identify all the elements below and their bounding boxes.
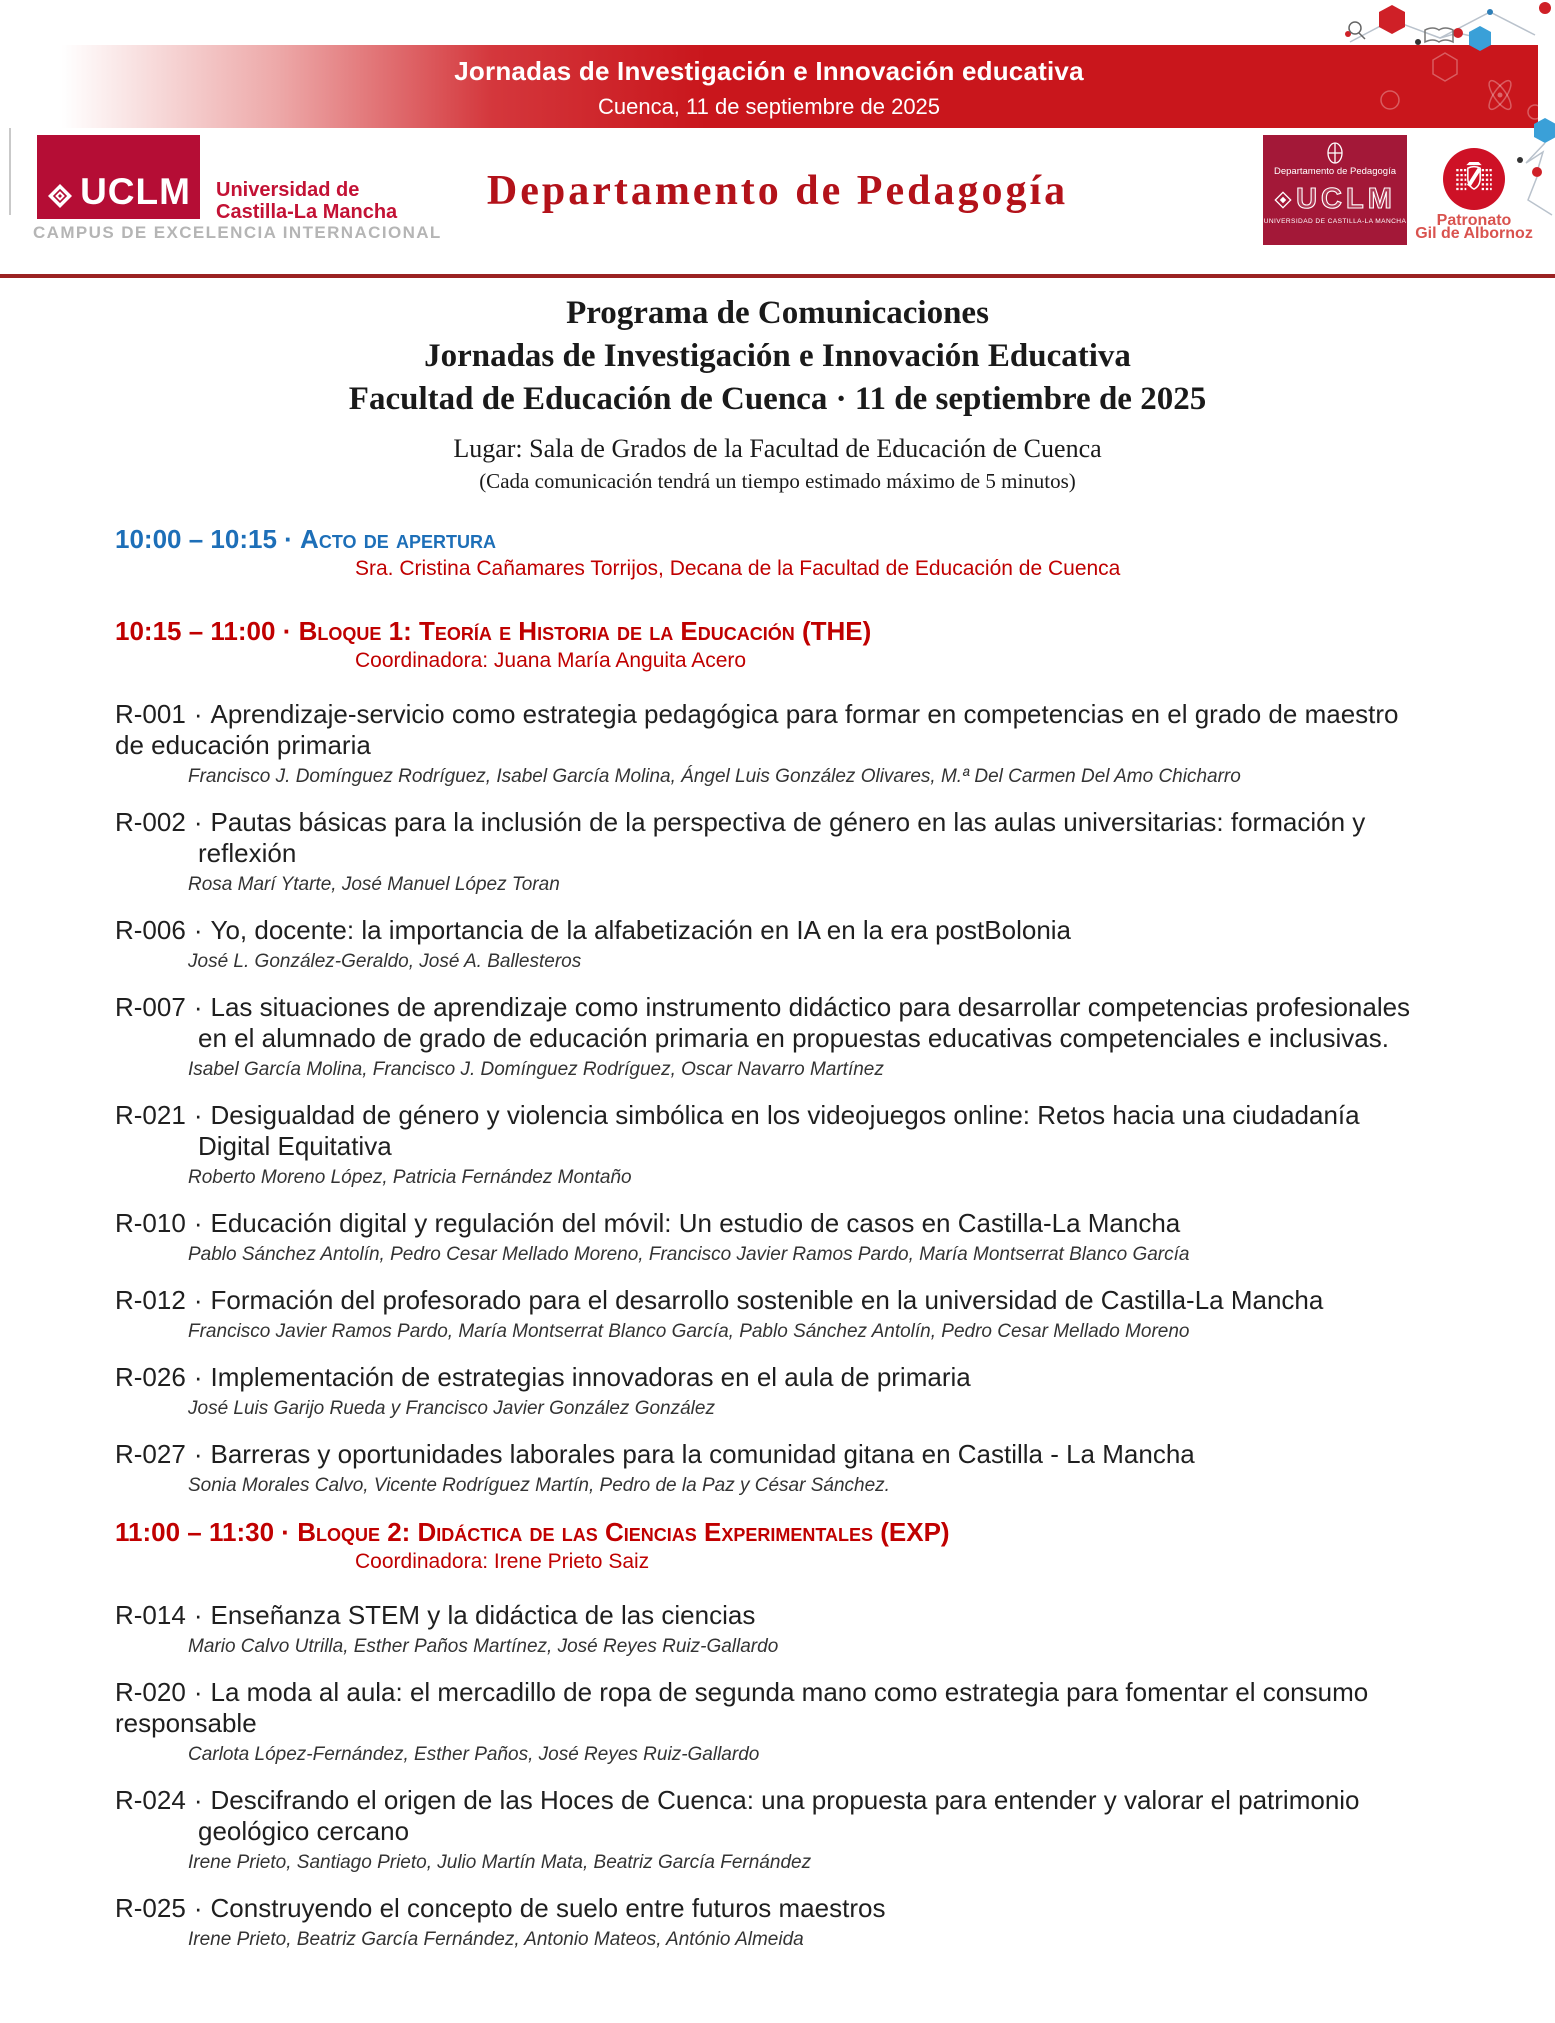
duration-note: (Cada comunicación tendrá un tiempo estimado máximo de 5 minutos) xyxy=(479,469,1076,493)
paper-title-cont: reflexión xyxy=(198,838,297,868)
entry-r024: R-024 · Descifrando el origen de las Hoces de Cuenca: una propuesta para entender y valorar el patrimonio geológico cercano Irene Prieto, Santiago Prieto, Julio Martín Mata, Beatriz García Fernández xyxy=(115,1785,1545,1876)
paper-code: R-006 xyxy=(115,915,186,945)
page-title-line3: Facultad de Educación de Cuenca · 11 de septiembre de 2025 xyxy=(348,381,1207,417)
paper-code: R-024 xyxy=(115,1785,186,1815)
paper-code: R-025 xyxy=(115,1893,186,1923)
paper-title-cont: Digital Equitativa xyxy=(198,1131,392,1161)
entry-r020: R-020 · La moda al aula: el mercadillo de ropa de segunda mano como estrategia para fomentar el consumo responsable Carlota López-Fernández, Esther Paños, José Reyes Ruiz-Gallardo xyxy=(115,1677,1545,1768)
paper-title: Pautas básicas para la inclusión de la perspectiva de género en las aulas universitarias: formación y xyxy=(210,807,1366,837)
paper-code: R-020 xyxy=(115,1677,186,1707)
paper-authors: José L. González-Geraldo, José A. Ballesteros xyxy=(188,951,582,972)
block2-header: 11:00 – 11:30 · Bloque 2: Didáctica de las Ciencias Experimentales (EXP) xyxy=(115,1517,950,1547)
entry-r001: R-001 · Aprendizaje-servicio como estrategia pedagógica para formar en competencias en el grado de maestro de educación primaria Francisco J. Domínguez Rodríguez, Isabel García Molina, Ángel Luis González Olivares, M.ª Del Carmen Del Amo Chicharro xyxy=(115,699,1545,790)
paper-authors: Irene Prieto, Santiago Prieto, Julio Martín Mata, Beatriz García Fernández xyxy=(188,1852,812,1873)
entry-r010: R-010 · Educación digital y regulación del móvil: Un estudio de casos en Castilla-La Mancha Pablo Sánchez Antolín, Pedro Cesar Mellado Moreno, Francisco Javier Ramos Pardo, María Montserrat Blanco García xyxy=(115,1208,1545,1268)
campus-excellence-label: CAMPUS DE EXCELENCIA INTERNACIONAL xyxy=(33,223,442,242)
entry-r006: R-006 · Yo, docente: la importancia de la alfabetización en IA en la era postBolonia José L. González-Geraldo, José A. Ballesteros xyxy=(115,915,1545,975)
block2-title: Bloque 2: Didáctica de las Ciencias Experimentales (EXP) xyxy=(297,1517,950,1547)
paper-authors: Francisco J. Domínguez Rodríguez, Isabel García Molina, Ángel Luis González Olivares, M.ª Del Carmen Del Amo Chicharro xyxy=(188,766,1241,787)
venue-line: Lugar: Sala de Grados de la Facultad de Educación de Cuenca xyxy=(453,434,1102,463)
entry-r027: R-027 · Barreras y oportunidades laborales para la comunidad gitana en Castilla - La Mancha Sonia Morales Calvo, Vicente Rodríguez Martín, Pedro de la Paz y César Sánchez. xyxy=(115,1439,1545,1499)
blue-hexagon-icon xyxy=(1534,118,1555,143)
entry-r002: R-002 · Pautas básicas para la inclusión de la perspectiva de género en las aulas universitarias: formación y reflexión Rosa Marí Ytarte, José Manuel López Toran xyxy=(115,807,1545,898)
paper-title: Construyendo el concepto de suelo entre futuros maestros xyxy=(210,1893,886,1923)
paper-authors: Pablo Sánchez Antolín, Pedro Cesar Mellado Moreno, Francisco Javier Ramos Pardo, María Montserrat Blanco García xyxy=(188,1244,1190,1265)
block1-time: 10:15 – 11:00 xyxy=(115,616,276,646)
department-title: Departamento de Pedagogía xyxy=(486,168,1069,214)
block1-title: Bloque 1: Teoría e Historia de la Educación (THE) xyxy=(298,616,872,646)
department-box-title: Departamento de Pedagogía xyxy=(1273,166,1396,177)
block1-header: 10:15 – 11:00 · Bloque 1: Teoría e Historia de la Educación (THE) xyxy=(115,616,872,646)
entry-r021: R-021 · Desigualdad de género y violencia simbólica en los videojuegos online: Retos hacia una ciudadanía Digital Equitativa Roberto Moreno López, Patricia Fernández Montaño xyxy=(115,1100,1545,1191)
entry-r014: R-014 · Enseñanza STEM y la didáctica de las ciencias Mario Calvo Utrilla, Esther Paños Martínez, José Reyes Ruiz-Gallardo xyxy=(115,1600,1545,1660)
opening-session-header: 10:00 – 10:15 · Acto de apertura xyxy=(115,524,496,554)
paper-title: Educación digital y regulación del móvil: Un estudio de casos en Castilla-La Mancha xyxy=(210,1208,1181,1238)
paper-authors: Irene Prieto, Beatriz García Fernández, Antonio Mateos, António Almeida xyxy=(188,1929,804,1950)
uclm-acronym: UCLM xyxy=(80,171,191,212)
paper-title-cont: geológico cercano xyxy=(198,1816,410,1846)
paper-authors: Francisco Javier Ramos Pardo, María Montserrat Blanco García, Pablo Sánchez Antolín, Pedro Cesar Mellado Moreno xyxy=(188,1321,1190,1342)
paper-title: Implementación de estrategias innovadoras en el aula de primaria xyxy=(210,1362,971,1392)
paper-authors: Isabel García Molina, Francisco J. Domínguez Rodríguez, Oscar Navarro Martínez xyxy=(188,1059,884,1080)
paper-title-cont: responsable xyxy=(115,1708,257,1738)
paper-title: Formación del profesorado para el desarrollo sostenible en la universidad de Castilla-La Mancha xyxy=(210,1285,1324,1315)
paper-title: Descifrando el origen de las Hoces de Cuenca: una propuesta para entender y valorar el patrimonio xyxy=(210,1785,1360,1815)
header-divider xyxy=(0,274,1555,278)
event-banner-title: Jornadas de Investigación e Innovación educativa xyxy=(454,56,1084,86)
paper-title: Las situaciones de aprendizaje como instrumento didáctico para desarrollar competencias profesionales xyxy=(210,992,1411,1022)
paper-title-cont: en el alumnado de grado de educación primaria en propuestas educativas competenciales e inclusivas. xyxy=(198,1023,1389,1053)
paper-code: R-021 xyxy=(115,1100,186,1130)
paper-authors: Carlota López-Fernández, Esther Paños, José Reyes Ruiz-Gallardo xyxy=(188,1744,760,1765)
page-title-line1: Programa de Comunicaciones xyxy=(566,295,989,331)
block1-coordinator: Coordinadora: Juana María Anguita Acero xyxy=(355,649,747,672)
paper-code: R-010 xyxy=(115,1208,186,1238)
entry-r012: R-012 · Formación del profesorado para el desarrollo sostenible en la universidad de Castilla-La Mancha Francisco Javier Ramos Pardo, María Montserrat Blanco García, Pablo Sánchez Antolín, Pedro Cesar Mellado Moreno xyxy=(115,1285,1545,1345)
opening-speaker: Sra. Cristina Cañamares Torrijos, Decana de la Facultad de Educación de Cuenca xyxy=(355,557,1121,580)
entry-r007: R-007 · Las situaciones de aprendizaje como instrumento didáctico para desarrollar competencias profesionales en el alumnado de grado de educación primaria en propuestas educativas competenciales e inclusivas. Isabel García Molina, Francisco J. Domínguez Rodríguez, Oscar Navarro Martínez xyxy=(115,992,1545,1083)
paper-title-cont: de educación primaria xyxy=(115,730,371,760)
paper-code: R-027 xyxy=(115,1439,186,1469)
paper-code: R-026 xyxy=(115,1362,186,1392)
patronato-label: Patronato Gil de Albornoz xyxy=(1415,212,1533,242)
page-title-line2: Jornadas de Investigación e Innovación Educativa xyxy=(424,338,1131,374)
red-hexagon-icon xyxy=(1379,5,1405,34)
paper-code: R-002 xyxy=(115,807,186,837)
paper-title: Yo, docente: la importancia de la alfabetización en IA en la era postBolonia xyxy=(210,915,1072,945)
paper-code: R-007 xyxy=(115,992,186,1022)
magnifier-icon xyxy=(1349,22,1365,39)
uclm-outline-logo: UCLM xyxy=(1274,185,1396,214)
event-banner xyxy=(0,45,1538,128)
entry-r025: R-025 · Construyendo el concepto de suelo entre futuros maestros Irene Prieto, Beatriz García Fernández, Antonio Mateos, António Almeida xyxy=(115,1893,1545,1953)
opening-title: Acto de apertura xyxy=(300,524,496,554)
block2-time: 11:00 – 11:30 xyxy=(115,1517,275,1547)
paper-authors: Rosa Marí Ytarte, José Manuel López Toran xyxy=(188,874,560,895)
paper-title: Aprendizaje-servicio como estrategia pedagógica para formar en competencias en el grado de maestro xyxy=(210,699,1399,729)
entry-r026: R-026 · Implementación de estrategias innovadoras en el aula de primaria José Luis Garijo Rueda y Francisco Javier González González xyxy=(115,1362,1545,1422)
paper-authors: José Luis Garijo Rueda y Francisco Javier González González xyxy=(188,1398,715,1419)
paper-title: Desigualdad de género y violencia simbólica en los videojuegos online: Retos hacia una ciudadanía xyxy=(210,1100,1360,1130)
program-schedule xyxy=(115,523,1545,1970)
blue-hexagon-icon xyxy=(1469,26,1491,51)
paper-code: R-012 xyxy=(115,1285,186,1315)
paper-authors: Mario Calvo Utrilla, Esther Paños Martínez, José Reyes Ruiz-Gallardo xyxy=(188,1636,779,1657)
paper-title: Barreras y oportunidades laborales para la comunidad gitana en Castilla - La Mancha xyxy=(210,1439,1195,1469)
block2-coordinator: Coordinadora: Irene Prieto Saiz xyxy=(355,1550,650,1573)
uclm-university-name: Universidad de Castilla-La Mancha xyxy=(216,179,398,223)
paper-code: R-014 xyxy=(115,1600,186,1630)
opening-time: 10:00 – 10:15 xyxy=(115,524,277,554)
document-heading xyxy=(0,292,1555,494)
event-banner-subtitle: Cuenca, 11 de septiembre de 2025 xyxy=(597,94,941,119)
science-network-decoration xyxy=(1330,0,1555,240)
paper-code: R-001 xyxy=(115,699,186,729)
paper-title: La moda al aula: el mercadillo de ropa de segunda mano como estrategia para fomentar el consumo xyxy=(210,1677,1369,1707)
paper-authors: Roberto Moreno López, Patricia Fernández Montaño xyxy=(188,1167,632,1188)
paper-authors: Sonia Morales Calvo, Vicente Rodríguez Martín, Pedro de la Paz y César Sánchez. xyxy=(188,1475,890,1496)
paper-title: Enseñanza STEM y la didáctica de las ciencias xyxy=(210,1600,756,1630)
department-box-university: UNIVERSIDAD DE CASTILLA-LA MANCHA xyxy=(1263,218,1407,225)
uclm-diamond-icon xyxy=(1274,191,1292,209)
